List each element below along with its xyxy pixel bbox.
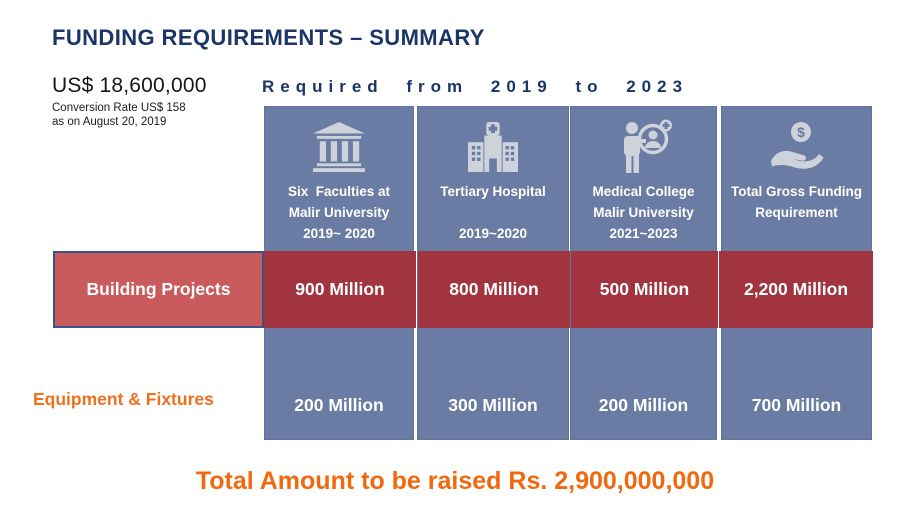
period-heading: Required from 2019 to 2023 [262, 77, 689, 96]
equipment-value-cell: 300 Million [448, 395, 538, 415]
column-header-line: Requirement [755, 205, 838, 220]
column-header-line: Total Gross Funding [731, 184, 862, 199]
column-header-line: 2019~2020 [459, 226, 527, 241]
equipment-value-cell: 200 Million [294, 395, 384, 415]
svg-text:$: $ [796, 124, 805, 140]
usd-amount: US$ 18,600,000 [52, 74, 207, 97]
column-header-medical-college [571, 181, 716, 244]
building-projects-value-cell: 500 Million [571, 251, 718, 328]
building-projects-label: Building Projects [53, 251, 264, 328]
conversion-note-line1: Conversion Rate US$ 158 [52, 102, 186, 114]
column-header-line [722, 223, 871, 244]
hand-dollar-icon [722, 115, 871, 179]
column-header-line: Malir University [593, 205, 694, 220]
page-title: FUNDING REQUIREMENTS – SUMMARY [52, 25, 485, 50]
university-building-icon [265, 115, 413, 179]
equipment-value-cell: 700 Million [751, 395, 842, 415]
column-header-line: 2021~2023 [609, 226, 678, 241]
column-header-six-faculties [265, 181, 413, 244]
column-header-line: Malir University [288, 205, 390, 220]
column-header-tertiary-hospital [418, 181, 568, 244]
column-header-line: Medical College [592, 184, 695, 199]
column-header-total-gross [722, 181, 871, 244]
total-amount-line: Total Amount to be raised Rs. 2,900,000,000 [195, 467, 715, 495]
column-header-line [418, 202, 568, 223]
column-header-line: Six Faculties at [287, 184, 391, 199]
equipment-fixtures-label: Equipment & Fixtures [33, 389, 214, 409]
conversion-note-line2: as on August 20, 2019 [52, 116, 167, 128]
column-header-line: 2019~ 2020 [303, 226, 375, 241]
building-projects-value-cell: 800 Million [418, 251, 570, 328]
doctor-search-icon [571, 115, 716, 179]
building-projects-value-cell: 2,200 Million [719, 251, 873, 328]
column-header-line: Tertiary Hospital [440, 184, 546, 199]
building-projects-value-cell: 900 Million [264, 251, 416, 328]
hospital-icon [418, 115, 568, 179]
equipment-value-cell: 200 Million [598, 395, 689, 415]
